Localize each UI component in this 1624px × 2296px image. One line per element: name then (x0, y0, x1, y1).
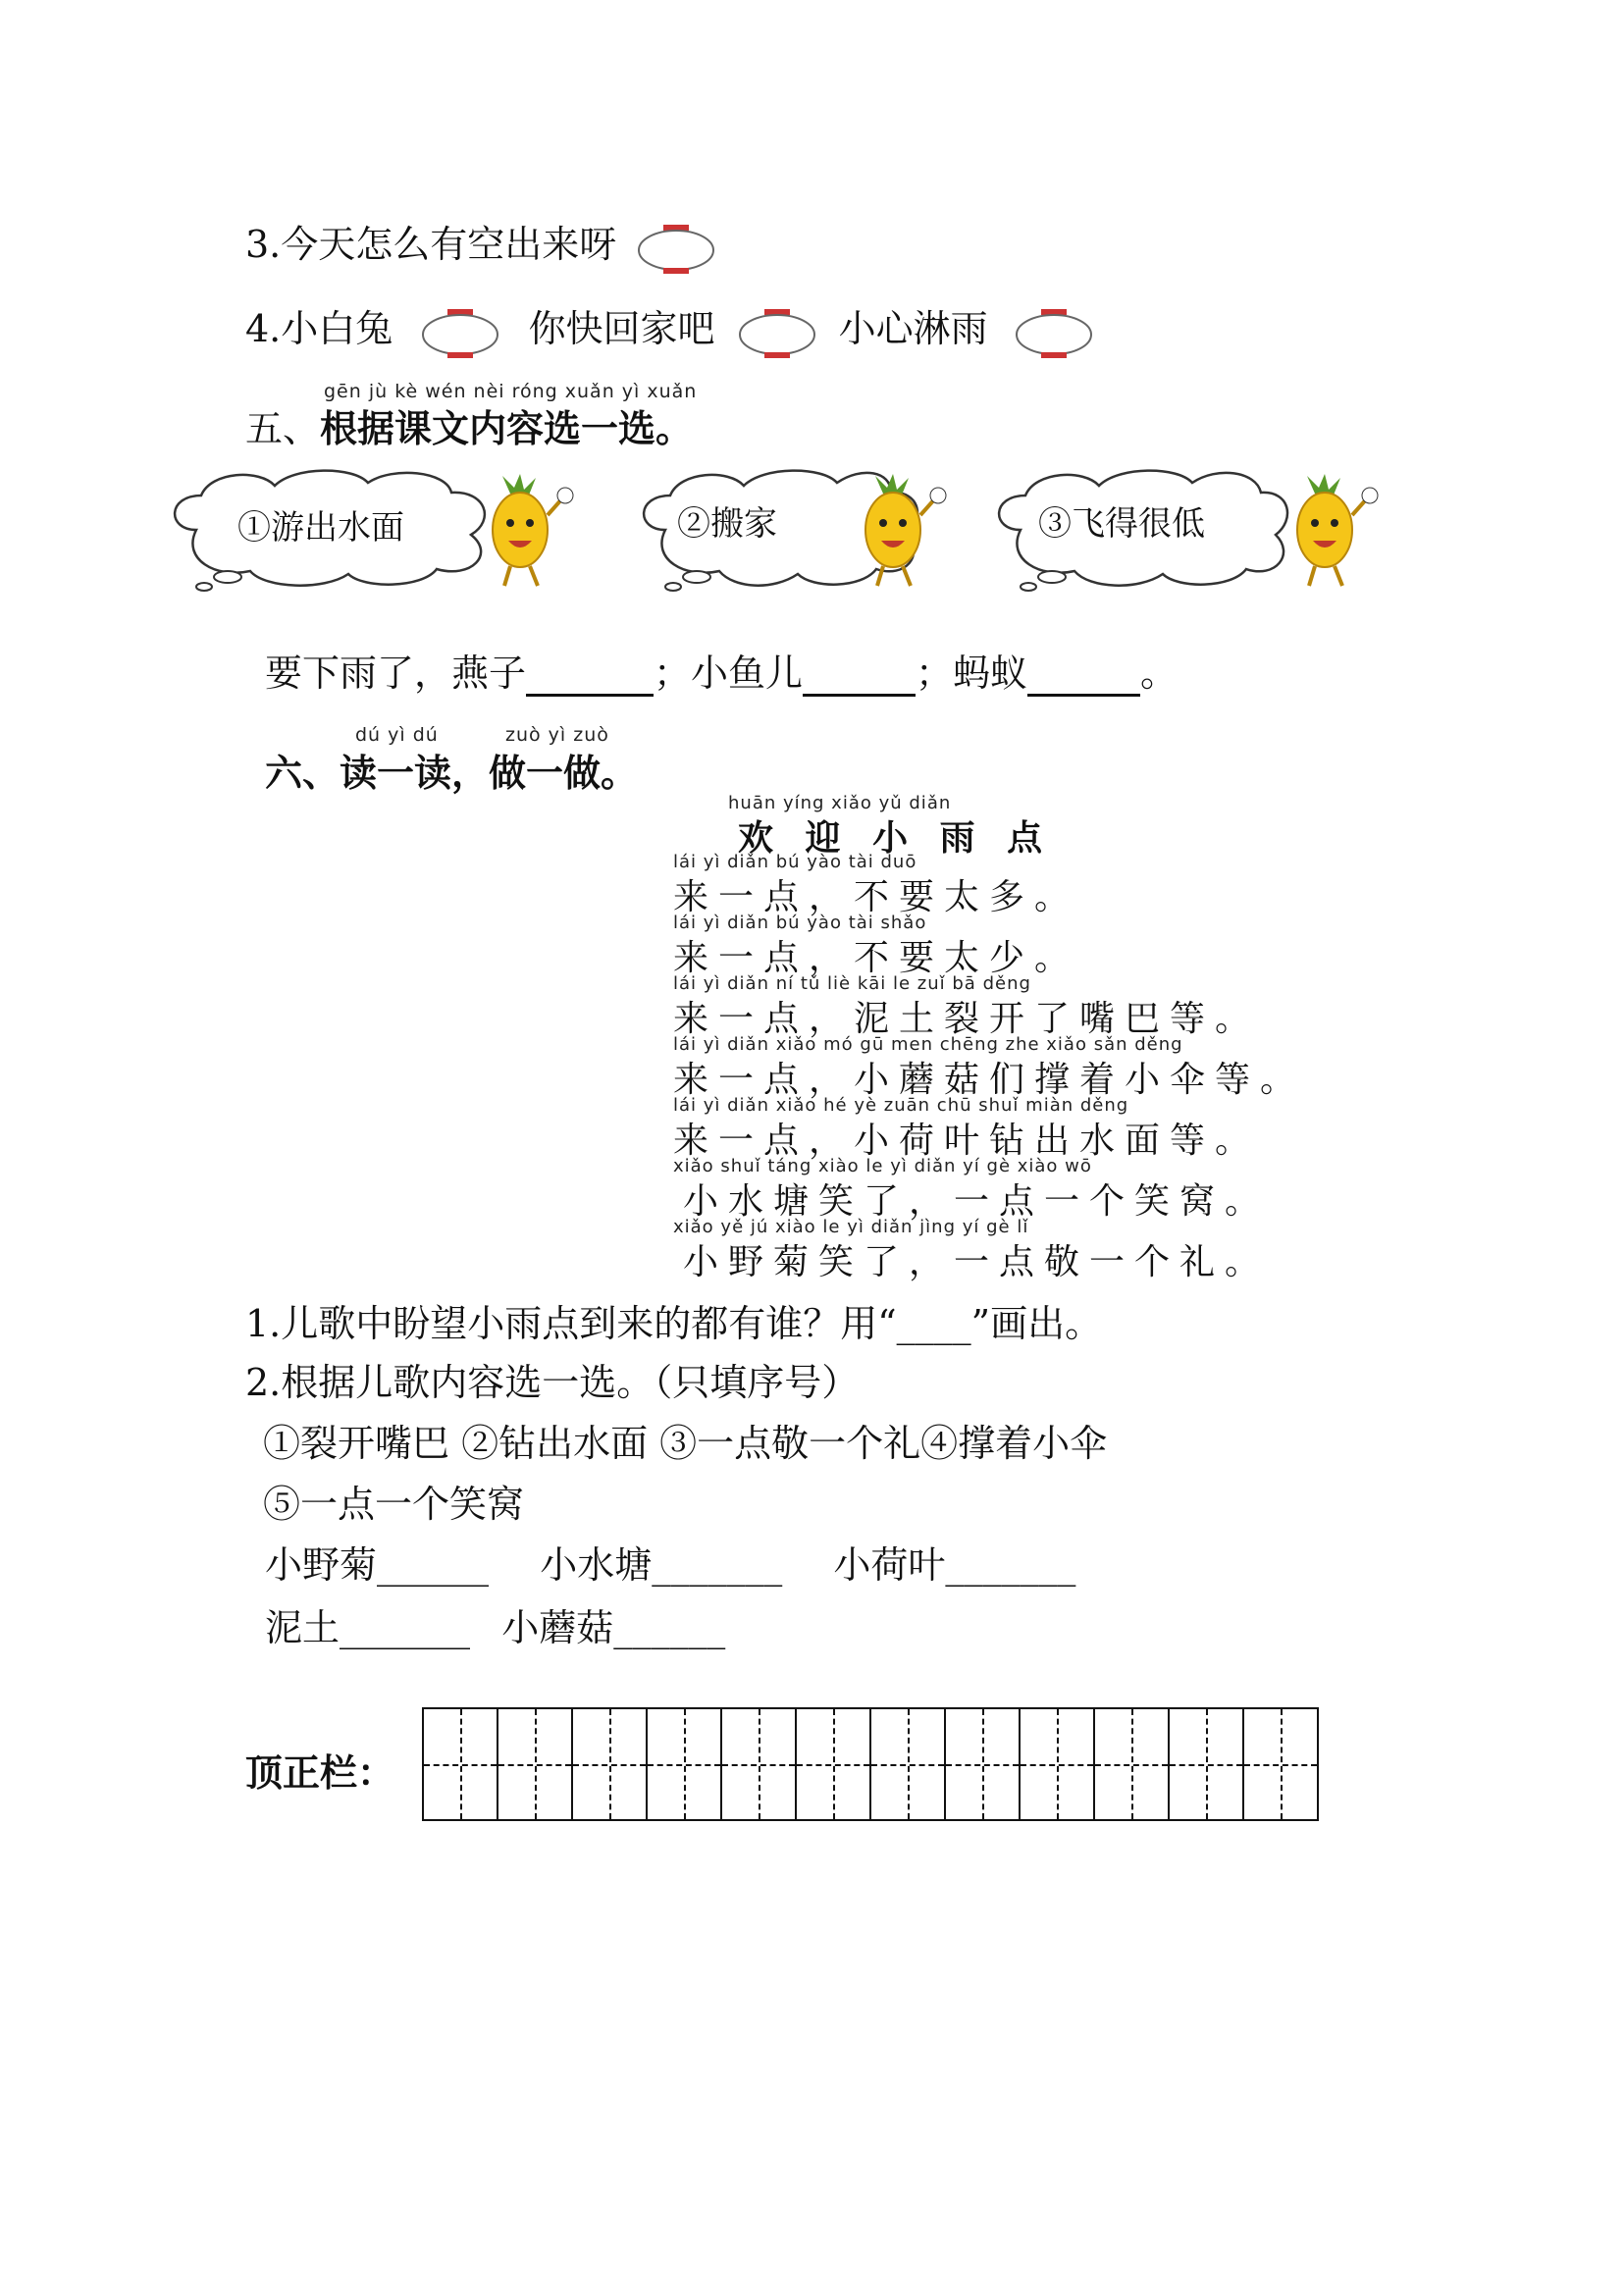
fill-end: 。 (1140, 652, 1179, 695)
footer-label: 顶正栏： (245, 1750, 395, 1795)
poem-pinyin: lái yì diǎn ní tǔ liè kāi le zuǐ bā děng (673, 973, 1031, 994)
answer-little-chrysanthemum[interactable]: 小野菊______ (265, 1543, 490, 1587)
grid-cell[interactable] (797, 1709, 871, 1819)
grid-cell[interactable] (722, 1709, 797, 1819)
answer-little-pond[interactable]: 小水塘_______ (540, 1543, 783, 1587)
poem-pinyin: xiǎo shuǐ táng xiào le yì diǎn yí gè xiào wō (673, 1156, 1092, 1176)
poem-title-pinyin: huān yíng xiǎo yǔ diǎn (728, 793, 952, 813)
lantern-blank-icon[interactable] (420, 309, 500, 356)
grid-cell[interactable] (648, 1709, 722, 1819)
question-6-2: 2.根据儿歌内容选一选。（只填序号） (245, 1361, 860, 1404)
options-line-1: ①裂开嘴巴 ②钻出水面 ③一点敬一个礼④撑着小伞 (263, 1422, 1108, 1465)
grid-cell[interactable] (1095, 1709, 1170, 1819)
lantern-blank-icon[interactable] (737, 309, 817, 356)
poem-line: 来一点，不要太少。 (673, 938, 1080, 978)
cloud-option-1[interactable] (157, 461, 608, 602)
answer-little-lotus-leaf[interactable]: 小荷叶_______ (833, 1543, 1076, 1587)
cloud-option-3-label: ③飞得很低 (1038, 504, 1205, 544)
options-line-2: ⑤一点一个笑窝 (263, 1483, 525, 1526)
cloud-option-3[interactable] (981, 461, 1393, 602)
poem-pinyin: lái yì diǎn xiǎo hé yè zuān chū shuǐ miàn děng (673, 1095, 1129, 1116)
ant-answer-blank[interactable] (1027, 660, 1140, 697)
fish-answer-blank[interactable] (803, 660, 916, 697)
grid-cell[interactable] (573, 1709, 648, 1819)
answer-little-mushroom[interactable]: 小蘑菇______ (501, 1606, 726, 1649)
section-5-pinyin: gēn jù kè wén nèi róng xuǎn yì xuǎn (324, 381, 698, 402)
section-6-pinyin-2: zuò yì zuò (505, 724, 609, 746)
section-6-pinyin-1: dú yì dú (355, 724, 439, 746)
answer-soil[interactable]: 泥土_______ (265, 1606, 471, 1649)
question-4 (245, 298, 1094, 356)
cloud-option-2-label: ②搬家 (677, 504, 777, 544)
section-6-title: 六、读一读，做一做。 (265, 751, 639, 795)
section-5-title: 根据课文内容选一选。 (320, 406, 694, 450)
poem-line: 小野菊笑了，一点敬一个礼。 (683, 1242, 1271, 1282)
poem-line: 来一点，泥土裂开了嘴巴等。 (673, 999, 1261, 1039)
fill-sep-1: ；小鱼儿 (654, 652, 804, 695)
swallow-answer-blank[interactable] (526, 660, 654, 697)
answer-row-2 (265, 1597, 725, 1651)
grid-cell[interactable] (1170, 1709, 1244, 1819)
question-4-part-b: 你快回家吧 (528, 307, 715, 350)
cloud-option-1-label: ①游出水面 (237, 508, 404, 548)
poem-pinyin: xiǎo yě jú xiào le yì diǎn jìng yí gè lǐ (673, 1217, 1029, 1237)
poem-line: 来一点，小荷叶钻出水面等。 (673, 1121, 1261, 1161)
grid-cell[interactable] (1021, 1709, 1095, 1819)
pineapple-mascot-icon (493, 474, 573, 586)
writing-grid[interactable] (422, 1707, 1319, 1821)
poem-pinyin: lái yì diǎn xiǎo mó gū men chēng zhe xiǎo sǎn děng (673, 1034, 1183, 1055)
question-4-part-a: 4.小白兔 (245, 307, 393, 350)
question-4-part-c: 小心淋雨 (838, 307, 988, 350)
answer-row-1 (265, 1535, 1075, 1589)
grid-cell[interactable] (424, 1709, 498, 1819)
poem-line: 来一点，小蘑菇们撑着小伞等。 (673, 1060, 1306, 1100)
poem-line: 小水塘笑了，一点一个笑窝。 (683, 1181, 1271, 1222)
lantern-blank-icon[interactable] (636, 225, 716, 272)
grid-cell[interactable] (946, 1709, 1021, 1819)
section-5-number: 五、 (245, 407, 321, 450)
lantern-blank-icon[interactable] (1014, 309, 1094, 356)
fill-sep-2: ；蚂蚁 (916, 652, 1028, 695)
pineapple-mascot-icon (1297, 474, 1378, 586)
section-5-heading (245, 398, 693, 452)
grid-cell[interactable] (1244, 1709, 1317, 1819)
question-3 (245, 214, 716, 272)
question-3-text: 3.今天怎么有空出来呀 (245, 223, 617, 266)
poem-pinyin: lái yì diǎn bú yào tài duō (673, 852, 917, 872)
question-6-1: 1.儿歌中盼望小雨点到来的都有谁？用“____”画出。 (245, 1302, 1103, 1345)
grid-cell[interactable] (871, 1709, 946, 1819)
poem-pinyin: lái yì diǎn bú yào tài shǎo (673, 913, 927, 933)
grid-cell[interactable] (498, 1709, 573, 1819)
poem-title: 欢 迎 小 雨 点 (738, 817, 1053, 859)
fill-lead-text: 要下雨了，燕子 (265, 652, 527, 695)
poem-line: 来一点，不要太多。 (673, 877, 1080, 917)
section-5-fill-line (265, 643, 1178, 697)
